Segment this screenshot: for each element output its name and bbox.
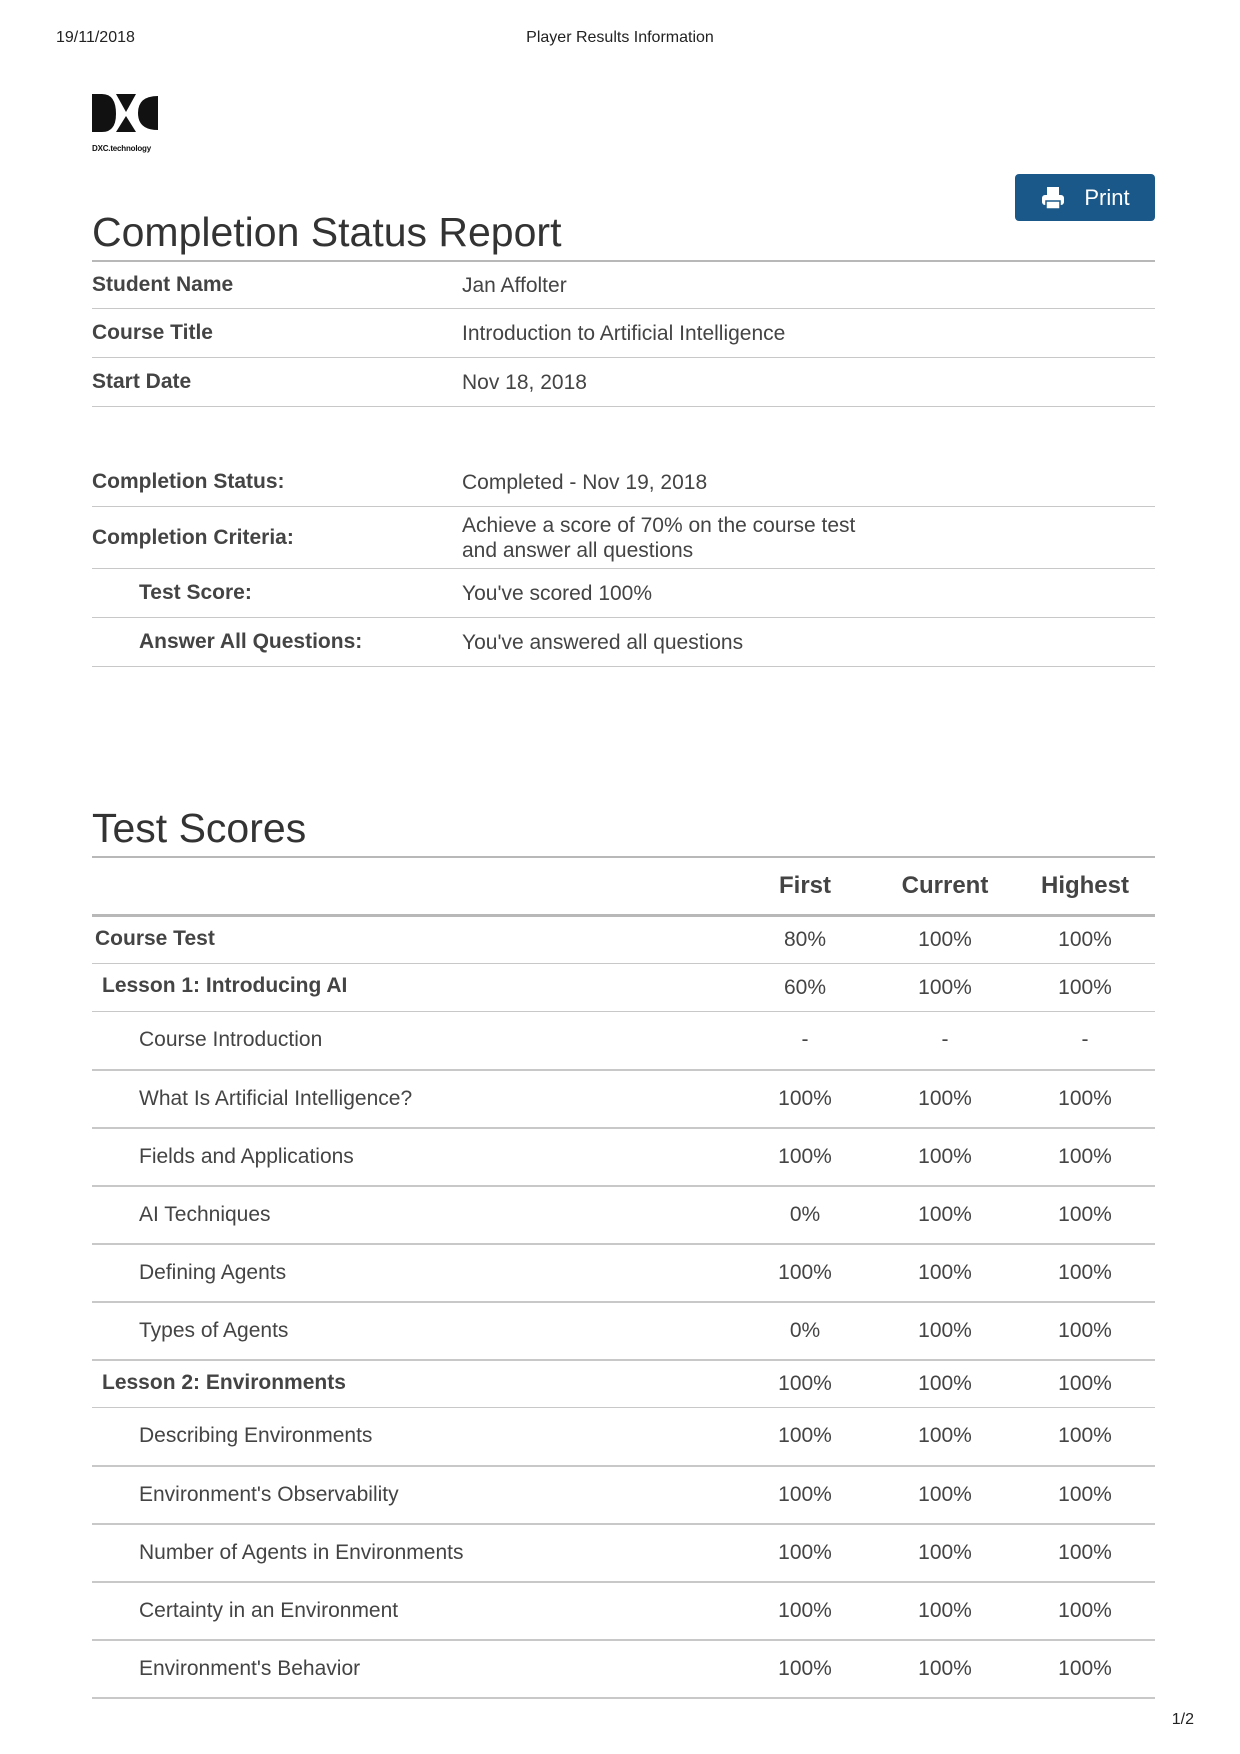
- score-current: 100%: [918, 1424, 972, 1448]
- print-date: 19/11/2018: [56, 29, 135, 46]
- score-current: 100%: [918, 1202, 972, 1226]
- score-current: 100%: [918, 1482, 972, 1506]
- table-row: [92, 1012, 1155, 1070]
- info-label: Test Score:: [139, 581, 252, 604]
- score-highest: 100%: [1058, 1144, 1112, 1168]
- info-value: You've answered all questions: [462, 630, 744, 654]
- header-name: [92, 858, 735, 916]
- test-scores-title: Test Scores: [92, 804, 1155, 858]
- print-page-header: [56, 29, 1184, 51]
- score-current: -: [941, 1028, 949, 1052]
- table-row: [92, 1244, 1155, 1302]
- row-name: Defining Agents: [139, 1260, 287, 1284]
- score-first: 100%: [778, 1482, 832, 1506]
- score-highest: 100%: [1058, 1371, 1112, 1395]
- score-first: 100%: [778, 1144, 832, 1168]
- row-name: Types of Agents: [139, 1318, 289, 1342]
- print-icon: [1040, 185, 1066, 211]
- score-highest: 100%: [1058, 1424, 1112, 1448]
- info-row-completion-criteria: [92, 507, 1155, 569]
- info-row-student-name: [92, 262, 1155, 309]
- row-name: Describing Environments: [139, 1424, 373, 1448]
- score-first: 100%: [778, 1424, 832, 1448]
- table-header-row: [92, 858, 1155, 916]
- score-current: 100%: [918, 1086, 972, 1110]
- info-row-start-date: [92, 358, 1155, 407]
- info-label: Student Name: [92, 273, 234, 296]
- score-current: 100%: [918, 1318, 972, 1342]
- header-current: Current: [901, 872, 989, 899]
- table-row: [92, 1302, 1155, 1360]
- info-row-course-title: [92, 309, 1155, 358]
- report-title: Completion Status Report: [92, 208, 1155, 262]
- row-name: Course Introduction: [139, 1028, 323, 1052]
- row-name: Number of Agents in Environments: [139, 1540, 464, 1564]
- score-current: 100%: [918, 1260, 972, 1284]
- dxc-logo: [92, 90, 162, 156]
- info-value: Completed - Nov 19, 2018: [462, 470, 708, 494]
- table-row: [92, 1408, 1155, 1466]
- page-number: 1/2: [1171, 1711, 1194, 1728]
- row-name: Environment's Behavior: [139, 1656, 361, 1680]
- row-name: Lesson 1: Introducing AI: [102, 974, 348, 997]
- score-current: 100%: [918, 1598, 972, 1622]
- score-current: 100%: [918, 928, 972, 951]
- score-first: 0%: [789, 1202, 821, 1226]
- header-highest: Highest: [1040, 872, 1129, 899]
- info-value: Introduction to Artificial Intelligence: [462, 321, 786, 345]
- info-value: Achieve a score of 70% on the course test and answer all questions: [462, 513, 856, 562]
- print-button-label: Print: [1084, 184, 1130, 210]
- score-highest: 100%: [1058, 1598, 1112, 1622]
- score-first: 60%: [783, 975, 827, 999]
- score-current: 100%: [918, 975, 972, 999]
- row-name: Environment's Observability: [139, 1482, 399, 1506]
- score-first: 80%: [783, 928, 827, 951]
- info-label: Completion Status:: [92, 470, 285, 493]
- info-value: Nov 18, 2018: [462, 370, 587, 394]
- score-first: 100%: [778, 1598, 832, 1622]
- row-name: Fields and Applications: [139, 1144, 354, 1168]
- score-first: -: [801, 1028, 809, 1052]
- score-current: 100%: [918, 1540, 972, 1564]
- table-row: [92, 1640, 1155, 1698]
- table-row-lesson: [92, 1360, 1155, 1408]
- logo-text: DXC.technology: [92, 144, 151, 153]
- score-highest: 100%: [1058, 1656, 1112, 1680]
- score-current: 100%: [918, 1144, 972, 1168]
- score-highest: 100%: [1058, 1202, 1112, 1226]
- row-name: AI Techniques: [139, 1202, 271, 1226]
- score-highest: 100%: [1058, 928, 1112, 951]
- row-name: Certainty in an Environment: [139, 1598, 399, 1622]
- score-current: 100%: [918, 1371, 972, 1395]
- print-page-title: Player Results Information: [526, 29, 714, 46]
- dxc-logo-mark: [92, 90, 158, 136]
- table-row: [92, 1466, 1155, 1524]
- completion-status-report: [92, 208, 1155, 407]
- table-row: [92, 1070, 1155, 1128]
- table-row-course-test: [92, 916, 1155, 964]
- score-first: 100%: [778, 1260, 832, 1284]
- row-name: Lesson 2: Environments: [102, 1370, 346, 1394]
- score-highest: 100%: [1058, 1540, 1112, 1564]
- score-first: 0%: [789, 1318, 821, 1342]
- test-scores-section: [92, 804, 1155, 1699]
- score-highest: -: [1081, 1028, 1089, 1052]
- score-first: 100%: [778, 1371, 832, 1395]
- score-highest: 100%: [1058, 1482, 1112, 1506]
- score-highest: 100%: [1058, 1260, 1112, 1284]
- info-row-completion-status: [92, 458, 1155, 507]
- info-row-answer-all-questions: [92, 618, 1155, 667]
- table-row: [92, 1128, 1155, 1186]
- test-scores-table: [92, 858, 1155, 1699]
- info-value: Jan Affolter: [462, 273, 567, 297]
- score-first: 100%: [778, 1086, 832, 1110]
- info-label: Course Title: [92, 321, 213, 344]
- info-value: You've scored 100%: [462, 581, 653, 605]
- table-row-lesson: [92, 964, 1155, 1012]
- row-name: What Is Artificial Intelligence?: [139, 1086, 413, 1110]
- info-label: Completion Criteria:: [92, 525, 294, 549]
- score-first: 100%: [778, 1540, 832, 1564]
- header-first: First: [778, 872, 831, 899]
- info-row-test-score: [92, 569, 1155, 618]
- score-first: 100%: [778, 1656, 832, 1680]
- info-label: Answer All Questions:: [139, 630, 363, 653]
- score-highest: 100%: [1058, 975, 1112, 999]
- score-highest: 100%: [1058, 1318, 1112, 1342]
- completion-criteria-section: [92, 458, 1155, 667]
- score-current: 100%: [918, 1656, 972, 1680]
- info-label: Start Date: [92, 370, 192, 393]
- row-name: Course Test: [95, 927, 215, 950]
- table-row: [92, 1524, 1155, 1582]
- score-highest: 100%: [1058, 1086, 1112, 1110]
- table-row: [92, 1582, 1155, 1640]
- table-row: [92, 1186, 1155, 1244]
